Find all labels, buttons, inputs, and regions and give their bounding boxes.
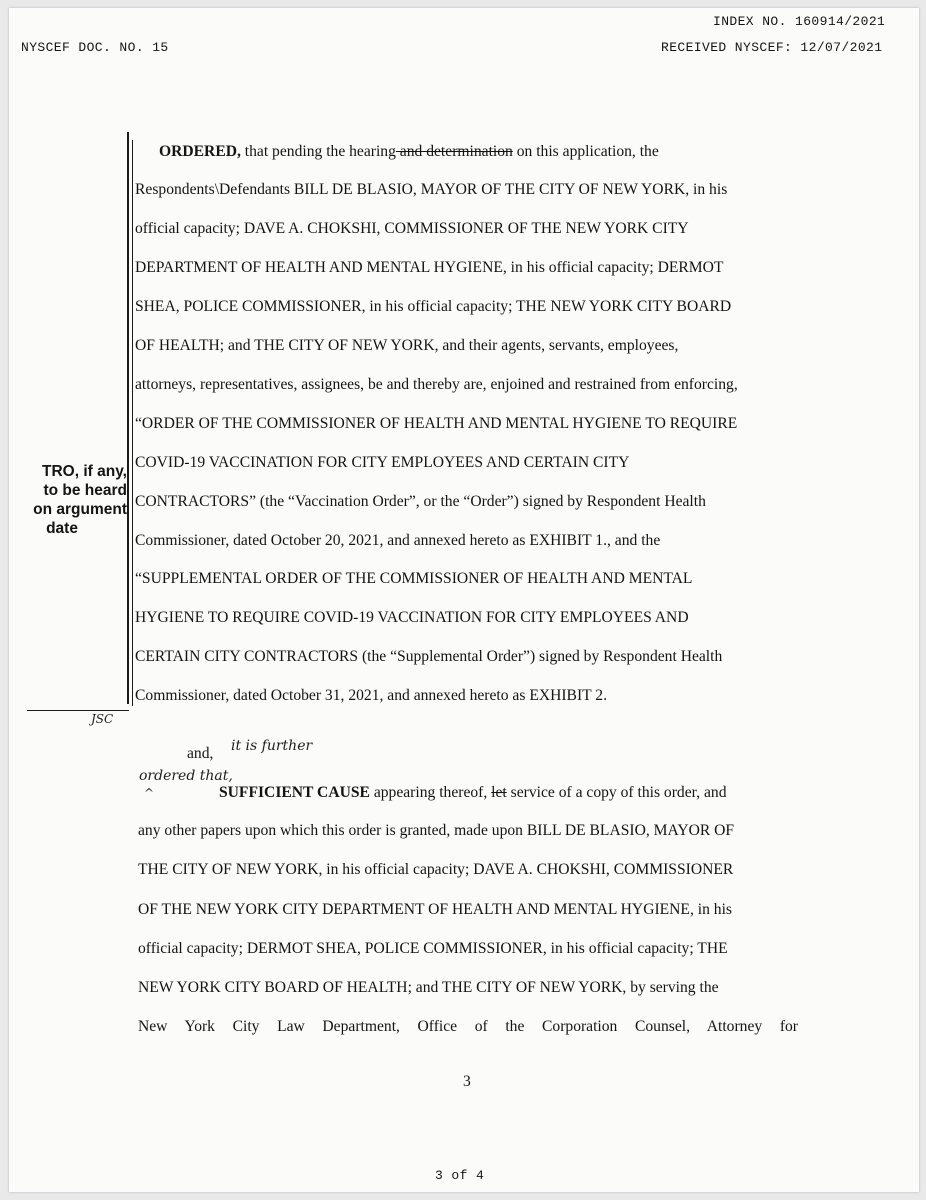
sufficient-lead: SUFFICIENT CAUSE: [219, 784, 370, 801]
ordered-line: CONTRACTORS” (the “Vaccination Order”, or the “Order”) signed by Respondent Health: [135, 493, 706, 510]
margin-underline: [27, 710, 129, 711]
ordered-line: Commissioner, dated October 31, 2021, and annexed hereto as EXHIBIT 2.: [135, 687, 607, 704]
ordered-line-1: ORDERED, that pending the hearing and determination on this application, the: [159, 143, 659, 160]
struck-text: let: [491, 784, 507, 801]
sufficient-line: THE CITY OF NEW YORK, in his official capacity; DAVE A. CHOKSHI, COMMISSIONER: [138, 861, 734, 878]
sufficient-line: official capacity; DERMOT SHEA, POLICE COMMISSIONER, in his official capacity; THE: [138, 940, 728, 957]
ordered-line: HYGIENE TO REQUIRE COVID-19 VACCINATION FOR CITY EMPLOYEES AND: [135, 609, 689, 626]
received-date: RECEIVED NYSCEF: 12/07/2021: [661, 40, 883, 55]
document-page: [9, 8, 919, 1192]
judge-initials: JSC: [91, 712, 114, 726]
sufficient-line: OF THE NEW YORK CITY DEPARTMENT OF HEALTH AND MENTAL HYGIENE, in his: [138, 901, 732, 918]
margin-note: [21, 462, 127, 538]
ordered-line: attorneys, representatives, assignees, be and thereby are, enjoined and restrained from enforcing,: [135, 376, 738, 393]
insertion-caret: ^: [144, 786, 155, 800]
and-text: and,: [187, 745, 214, 762]
ordered-lead: ORDERED,: [159, 143, 241, 160]
margin-note-line: date: [46, 520, 78, 537]
margin-bar-inner: [132, 140, 133, 706]
page-count: 3 of 4: [435, 1168, 485, 1183]
nyscef-doc-number: NYSCEF DOC. NO. 15: [21, 40, 169, 55]
ordered-line: SHEA, POLICE COMMISSIONER, in his official capacity; THE NEW YORK CITY BOARD: [135, 298, 732, 315]
sufficient-line: New York City Law Department, Office of the Corporation Counsel, Attorney for: [138, 1018, 798, 1035]
margin-note-line: to be heard: [43, 482, 127, 499]
margin-note-line: TRO, if any,: [42, 463, 127, 480]
ordered-line: DEPARTMENT OF HEALTH AND MENTAL HYGIENE, in his official capacity; DERMOT: [135, 259, 724, 276]
page-number: 3: [463, 1073, 471, 1090]
handwritten-further: it is further: [231, 738, 313, 754]
struck-text: and determination: [395, 143, 513, 160]
margin-note-line: on argument: [33, 501, 127, 518]
ordered-line: “SUPPLEMENTAL ORDER OF THE COMMISSIONER OF HEALTH AND MENTAL: [135, 570, 693, 587]
margin-bar-outer: [127, 132, 129, 704]
ordered-line: CERTAIN CITY CONTRACTORS (the “Supplemental Order”) signed by Respondent Health: [135, 648, 723, 665]
ordered-line: OF HEALTH; and THE CITY OF NEW YORK, and their agents, servants, employees,: [135, 337, 679, 354]
ordered-line: official capacity; DAVE A. CHOKSHI, COMMISSIONER OF THE NEW YORK CITY: [135, 220, 689, 237]
ordered-line: COVID-19 VACCINATION FOR CITY EMPLOYEES AND CERTAIN CITY: [135, 454, 630, 471]
handwritten-ordered-that: ordered that,: [139, 768, 233, 784]
sufficient-line: NEW YORK CITY BOARD OF HEALTH; and THE CITY OF NEW YORK, by serving the: [138, 979, 719, 996]
index-number: INDEX NO. 160914/2021: [713, 14, 886, 29]
ordered-line: Commissioner, dated October 20, 2021, and annexed hereto as EXHIBIT 1., and the: [135, 532, 661, 549]
sufficient-line-1: SUFFICIENT CAUSE appearing thereof, let service of a copy of this order, and: [219, 784, 727, 801]
sufficient-line: any other papers upon which this order is granted, made upon BILL DE BLASIO, MAYOR OF: [138, 822, 735, 839]
ordered-line: “ORDER OF THE COMMISSIONER OF HEALTH AND MENTAL HYGIENE TO REQUIRE: [135, 415, 738, 432]
ordered-line: Respondents\Defendants BILL DE BLASIO, MAYOR OF THE CITY OF NEW YORK, in his: [135, 181, 728, 198]
